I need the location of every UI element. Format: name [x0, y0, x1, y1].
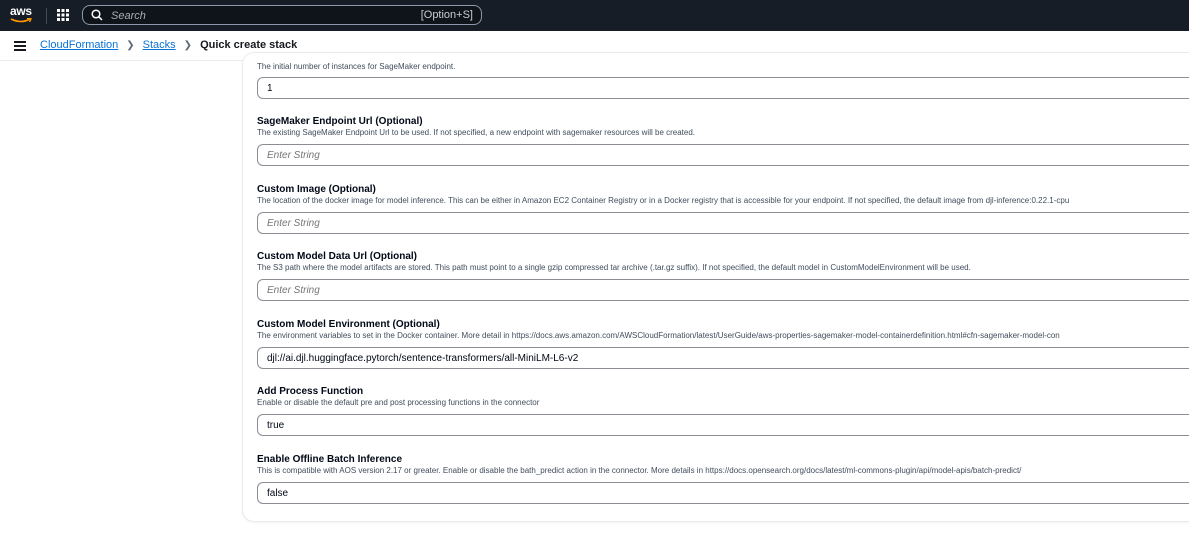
search-box[interactable] — [82, 5, 482, 25]
hamburger-menu-icon[interactable] — [14, 41, 26, 51]
aws-logo[interactable] — [10, 5, 36, 25]
search-shortcut-hint: [Option+S] — [420, 9, 473, 21]
sagemaker-endpoint-url-input[interactable] — [257, 144, 1189, 166]
field-custom-model-environment — [257, 319, 1189, 341]
field-sagemaker-endpoint-url — [257, 116, 1189, 138]
field-add-process-function — [257, 386, 1189, 408]
nav-divider — [46, 8, 47, 24]
field-label: Custom Model Environment (Optional) — [257, 319, 440, 330]
field-custom-model-data-url — [257, 251, 1189, 273]
field-enable-offline-batch-inference — [257, 454, 1189, 476]
field-initial-instance-count — [257, 62, 1189, 72]
enable-offline-batch-inference-input[interactable] — [257, 482, 1189, 504]
field-description: This is compatible with AOS version 2.17 or greater. Enable or disable the bath_predict action in the connector. More details in https://docs.opensearch.org/docs/latest/ml-commons-plugin/api/model-apis/batch-predict/ — [257, 466, 1022, 475]
field-label: SageMaker Endpoint Url (Optional) — [257, 116, 423, 127]
search-input[interactable] — [109, 7, 413, 25]
custom-model-environment-input[interactable] — [257, 347, 1189, 369]
field-description: Enable or disable the default pre and post processing functions in the connector — [257, 398, 540, 407]
field-description: The S3 path where the model artifacts are stored. This path must point to a single gzip compressed tar archive (.tar.gz suffix). If not specified, the default model in CustomModelEnvironment will be used. — [257, 263, 971, 272]
custom-model-data-url-input[interactable] — [257, 279, 1189, 301]
field-description: The initial number of instances for SageMaker endpoint. — [257, 62, 456, 71]
aws-smile-icon — [10, 18, 32, 24]
field-custom-image — [257, 184, 1189, 206]
chevron-right-icon: ❯ — [126, 39, 135, 51]
apps-grid-icon[interactable] — [55, 7, 71, 23]
custom-image-input[interactable] — [257, 212, 1189, 234]
search-icon — [91, 9, 103, 21]
field-label: Custom Model Data Url (Optional) — [257, 251, 417, 262]
chevron-right-icon: ❯ — [183, 39, 193, 51]
top-navigation — [0, 0, 1189, 31]
breadcrumb — [40, 39, 297, 51]
breadcrumb-current: Quick create stack — [200, 39, 298, 51]
aws-logo-text: aws — [10, 4, 32, 18]
add-process-function-input[interactable] — [257, 414, 1189, 436]
field-description: The location of the docker image for model inference. This can be either in Amazon EC2 Container Registry or in a Docker registry that is accessible for your endpoint. If not specified, the default image from djl-inference:0.22.1-cpu — [257, 196, 1070, 205]
field-description: The existing SageMaker Endpoint Url to be used. If not specified, a new endpoint with sagemaker resources will be created. — [257, 128, 696, 137]
field-label: Custom Image (Optional) — [257, 184, 376, 195]
field-label: Enable Offline Batch Inference — [257, 454, 403, 465]
breadcrumb-cloudformation[interactable]: CloudFormation — [40, 39, 119, 51]
initial-instance-count-input[interactable] — [257, 77, 1189, 99]
field-label: Add Process Function — [257, 386, 364, 397]
field-description: The environment variables to set in the Docker container. More detail in https://docs.aws.amazon.com/AWSCloudFormation/latest/UserGuide/aws-properties-sagemaker-model-containerdefinition.html#cfn-sagemaker-model-con — [257, 331, 1060, 340]
breadcrumb-stacks[interactable]: Stacks — [142, 39, 176, 51]
